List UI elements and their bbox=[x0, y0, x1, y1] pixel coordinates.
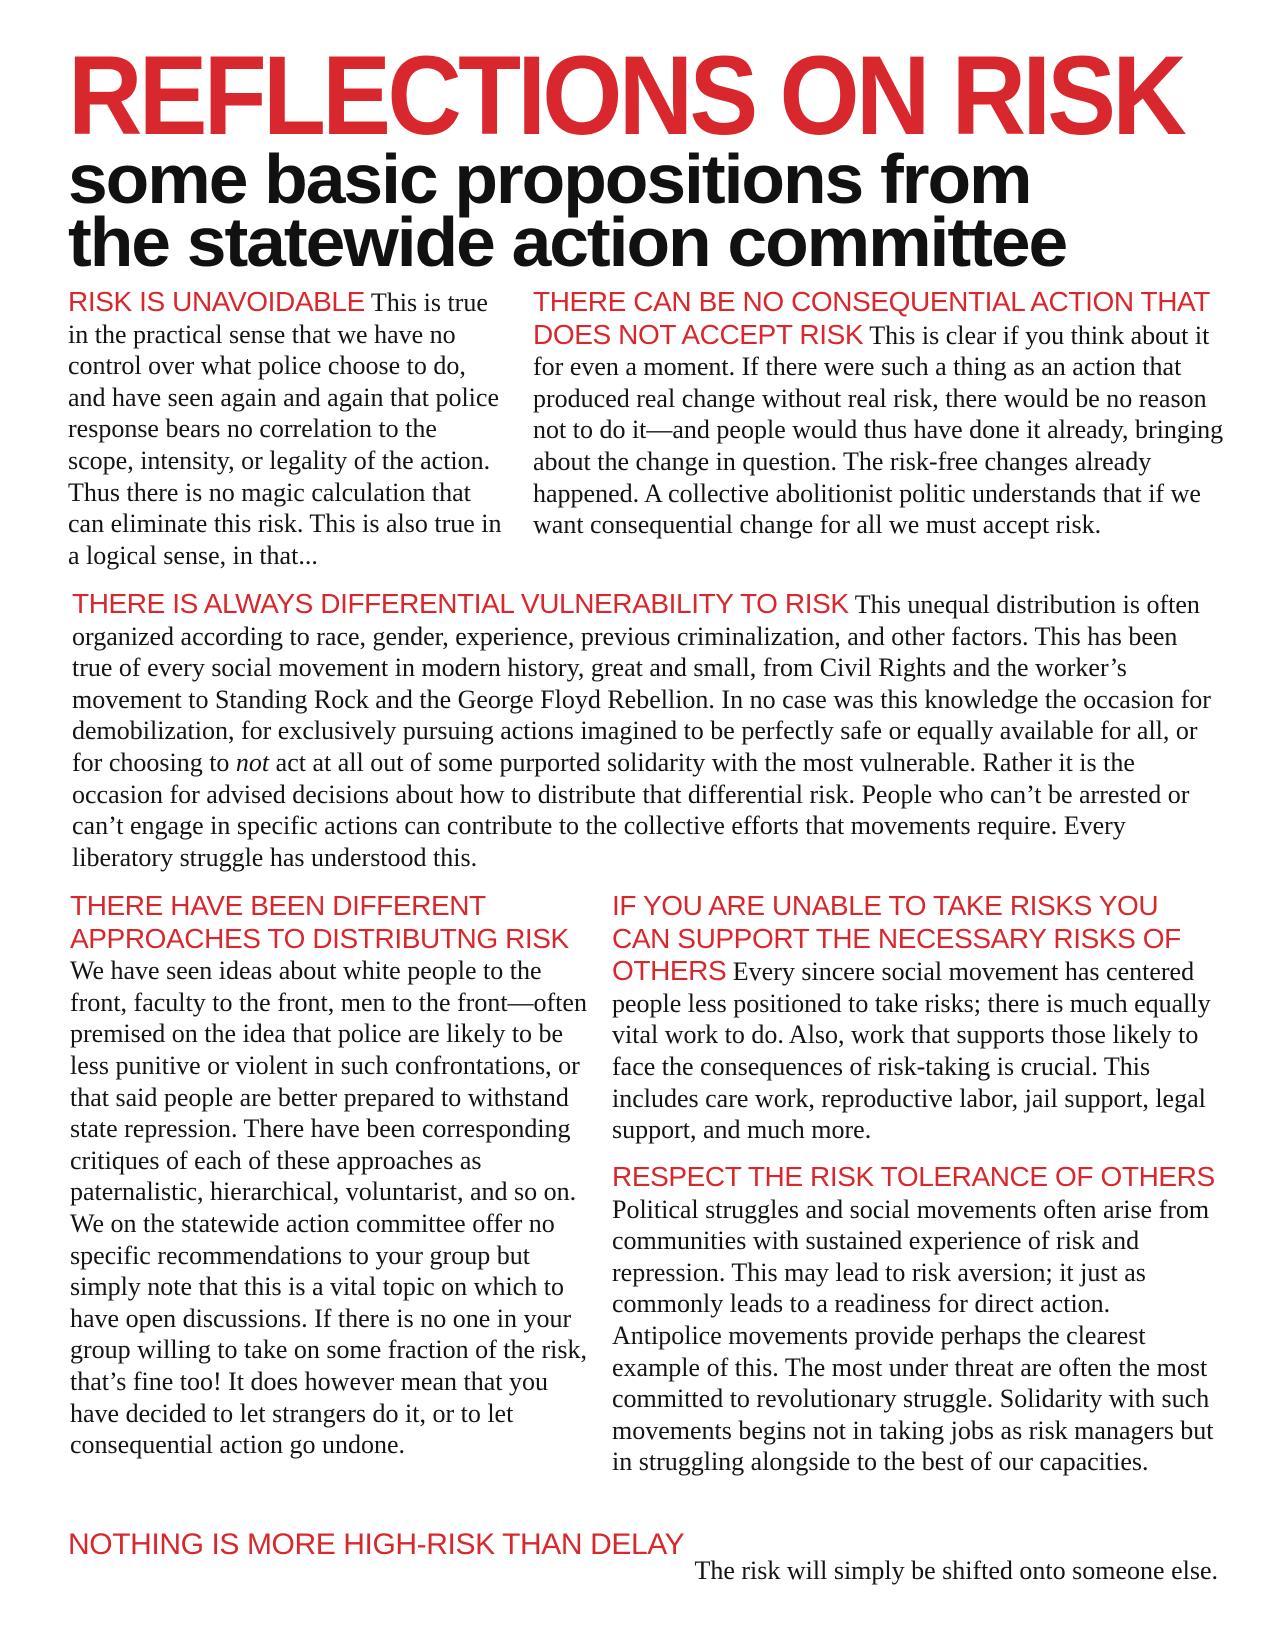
section-heading: THERE HAVE BEEN DIFFERENT APPROACHES TO DISTRIBUTNG RISK bbox=[70, 890, 569, 954]
section-consequential-action bbox=[533, 286, 1233, 541]
section-heading: THERE CAN BE NO CONSEQUENTIAL ACTION THAT DOES NOT ACCEPT RISK bbox=[533, 286, 1210, 350]
section-heading: RISK IS UNAVOIDABLE bbox=[68, 286, 365, 317]
closing-heading: NOTHING IS MORE HIGH-RISK THAN DELAY bbox=[68, 1528, 685, 1561]
section-risk-unavoidable bbox=[68, 286, 508, 571]
section-body: This is true in the practical sense that we have no control over what police choose to do, and have seen again and again that police response bears no correlation to the scope, intensity, or legality of the action. Thus there is no magic calculation that can eliminate this risk. This is also true in a logical sense, in that... bbox=[68, 288, 502, 570]
section-differential-vulnerability bbox=[72, 588, 1222, 873]
section-body-part-1: This unequal distribution is often organized according to race, gender, experience, previous criminalization, and other factors. This has been true of every social movement in modern history, great and small, from Civil Rights and the worker’s movement to Standing Rock and the George Floyd Rebellion. In no case was this knowledge the occasion for demobilization, for exclusively pursuing actions imagined to be perfectly safe or equally available for all, or for choosing to bbox=[72, 590, 1211, 777]
section-risk-tolerance bbox=[612, 1161, 1222, 1478]
section-body: Political struggles and social movements often arise from communities with sustained experience of risk and repression. This may lead to risk aversion; it just as commonly leads to a readiness for direct action. Antipolice movements provide perhaps the clearest example of this. The most under threat are often the most committed to revolutionary struggle. Solidarity with such movements begins not in taking jobs as risk managers but in struggling alongside to the best of our capacities. bbox=[612, 1194, 1214, 1477]
section-body: Every sincere social movement has centered people less positioned to take risks; there is much equally vital work to do. Also, work that supports those likely to face the consequences of risk-taking is crucial. This includes care work, reproductive labor, jail support, legal support, and much more. bbox=[612, 957, 1211, 1145]
section-distribution-approaches bbox=[70, 890, 588, 1461]
section-body-emphasis: not bbox=[235, 747, 270, 777]
page-subtitle bbox=[68, 140, 1272, 281]
subtitle-line-1: some basic propositions from bbox=[68, 140, 1031, 218]
section-heading: RESPECT THE RISK TOLERANCE OF OTHERS bbox=[612, 1161, 1215, 1192]
subtitle-line-2: the statewide action committee bbox=[68, 203, 1067, 281]
section-body: We have seen ideas about white people to the front, faculty to the front, men to the front—often premised on the idea that police are likely to be less punitive or violent in such confrontations, or that said people are better prepared to withstand state repression. There have been corresponding critiques of each of these approaches as paternalistic, hierarchical, voluntarist, and so on. We on the statewide action committee offer no specific recommendations to your group but simply note that this is a vital topic on which to have open discussions. If there is no one in your group willing to take on some fraction of the risk, that’s fine too! It does however mean that you have decided to let strangers do it, or to let consequential action go undone. bbox=[70, 956, 588, 1460]
section-support-others bbox=[612, 890, 1222, 1146]
section-body-part-2: act at all out of some purported solidarity with the most vulnerable. Rather it is the occasion for advised decisions about how to distribute that differential risk. People who can’t be arrested or can’t engage in specific actions can contribute to the collective efforts that movements require. Every liberatory struggle has understood this. bbox=[72, 747, 1190, 872]
closing-body: The risk will simply be shifted onto someone else. bbox=[694, 1556, 1218, 1585]
section-heading: IF YOU ARE UNABLE TO TAKE RISKS YOU CAN SUPPORT THE NECESSARY RISKS OF OTHERS bbox=[612, 890, 1181, 987]
section-heading: THERE IS ALWAYS DIFFERENTIAL VULNERABILITY TO RISK bbox=[72, 588, 849, 619]
page-title: REFLECTIONS ON RISK bbox=[68, 33, 1184, 158]
section-body: This is clear if you think about it for even a moment. If there were such a thing as an action that produced real change without real risk, there would be no reason not to do it—and people would thus have done it already, bringing about the change in question. The risk-free changes already happened. A collective abolitionist politic understands that if we want consequential change for all we must accept risk. bbox=[533, 320, 1224, 540]
